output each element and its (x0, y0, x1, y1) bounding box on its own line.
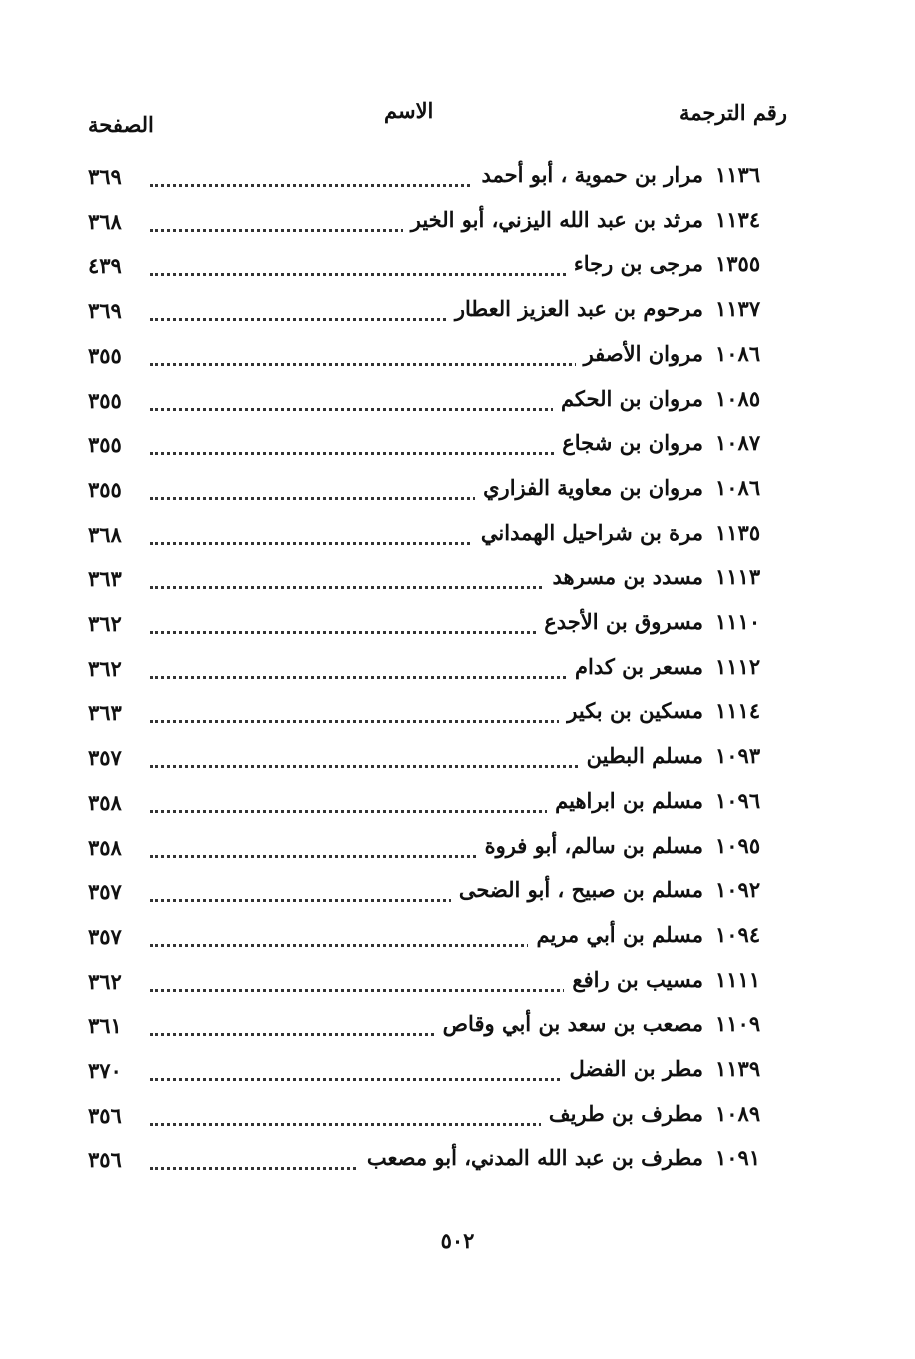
index-entry (0, 205, 915, 249)
index-entry (0, 1143, 915, 1187)
entry-page: ٣٦٢ (88, 655, 122, 681)
index-entry (0, 160, 915, 204)
entry-page: ٣٦٢ (88, 611, 122, 636)
entry-name: مرة بن شراحيل الهمداني (473, 520, 703, 545)
index-entry (0, 1009, 915, 1053)
entry-name: مرجى بن رجاء (566, 251, 703, 276)
index-entry (0, 384, 915, 428)
entry-number: ١٠٨٦ (715, 340, 761, 366)
entry-number: ١٠٩١ (715, 1145, 761, 1171)
entry-number: ١٠٨٩ (715, 1100, 761, 1126)
index-entry (0, 1099, 915, 1143)
entry-number: ١١٣٩ (715, 1056, 761, 1081)
entry-page: ٣٥٧ (88, 879, 122, 905)
index-entry (0, 920, 915, 964)
index-entry (0, 831, 915, 875)
entry-number: ١١٣٥ (715, 519, 761, 545)
column-headers (0, 0, 915, 150)
entry-name: مرثد بن عبد الله اليزني، أبو الخير (403, 207, 703, 232)
index-entry (0, 696, 915, 740)
entry-name: مسلم بن ابراهيم (547, 788, 703, 813)
entry-page: ٣٦٣ (88, 700, 122, 726)
entry-number: ١٠٨٥ (715, 385, 761, 411)
entry-name: مروان بن معاوية الفزاري (475, 475, 703, 500)
index-entry (0, 1054, 915, 1098)
entry-page: ٣٥٥ (88, 342, 122, 368)
entry-name: مسدد بن مسرهد (545, 564, 703, 589)
entry-number: ١١٣٤ (715, 206, 761, 232)
entry-page: ٣٥٨ (88, 789, 122, 815)
header-entry-number: رقم الترجمة (678, 100, 787, 125)
entry-name: مسكين بن بكير (559, 698, 703, 723)
entry-page: ٣٥٦ (88, 1147, 122, 1173)
entry-name: مسلم البطين (579, 743, 703, 768)
entry-name: مطرف بن طريف (541, 1101, 703, 1126)
entry-page: ٣٥٧ (88, 745, 122, 771)
entry-number: ١٠٩٢ (715, 877, 761, 903)
index-entry (0, 294, 915, 338)
entry-page: ٣٥٨ (88, 834, 122, 860)
entry-name: مسعر بن كدام (567, 654, 703, 679)
index-entry (0, 965, 915, 1009)
index-entry (0, 428, 915, 472)
index-entry (0, 562, 915, 606)
entry-name: مروان بن شجاع (554, 430, 703, 455)
entry-page: ٣٦٢ (88, 968, 122, 994)
index-entry (0, 786, 915, 830)
entry-name: مسلم بن صبيح ، أبو الضحى (451, 877, 703, 902)
entry-page: ٣٦٩ (88, 298, 122, 324)
entry-number: ١٠٨٦ (715, 474, 761, 500)
entry-number: ١١١٣ (715, 564, 761, 590)
entry-page: ٣٦٩ (88, 164, 122, 189)
entry-name: مروان الأصفر (576, 341, 703, 366)
entry-name: مرحوم بن عبد العزيز العطار (447, 296, 703, 321)
entry-name: مرار بن حموية ، أبو أحمد (473, 162, 703, 187)
entry-name: مسلم بن سالم، أبو فروة (477, 833, 703, 858)
entry-name: مسيب بن رافع (564, 967, 703, 992)
entry-page: ٤٣٩ (88, 253, 122, 279)
index-entry (0, 607, 915, 651)
index-entry (0, 518, 915, 562)
entry-number: ١٠٩٥ (715, 832, 761, 858)
index-entry (0, 875, 915, 919)
index-entry (0, 652, 915, 696)
entry-number: ١١١٤ (715, 698, 761, 724)
entry-name: مسروق بن الأجدع (536, 609, 703, 634)
entry-number: ١٠٨٧ (715, 430, 761, 456)
index-entry (0, 249, 915, 293)
entry-number: ١١١٠ (715, 609, 761, 634)
entry-number: ١٠٩٤ (715, 921, 761, 947)
index-entry (0, 741, 915, 785)
header-name: الاسم (384, 98, 434, 123)
entry-number: ١١٠٩ (715, 1011, 761, 1037)
entry-number: ١١٣٦ (715, 162, 761, 187)
index-entry (0, 473, 915, 517)
page-number: ٥٠٢ (440, 1228, 475, 1253)
entry-page: ٣٦٨ (88, 521, 122, 547)
entry-page: ٣٧٠ (88, 1058, 122, 1083)
entry-number: ١١٣٧ (715, 296, 761, 322)
entry-page: ٣٥٥ (88, 432, 122, 458)
entry-name: مسلم بن أبي مريم (528, 922, 703, 947)
index-entry (0, 339, 915, 383)
entry-page: ٣٦٨ (88, 208, 122, 234)
entry-page: ٣٥٥ (88, 387, 122, 413)
entry-number: ١٠٩٦ (715, 787, 761, 813)
entry-number: ١٣٥٥ (715, 251, 761, 277)
entry-page: ٣٥٦ (88, 1102, 122, 1128)
header-page: الصفحة (88, 112, 154, 137)
entry-name: مصعب بن سعد بن أبي وقاص (435, 1011, 703, 1036)
entry-page: ٣٦٣ (88, 566, 122, 592)
entry-page: ٣٦١ (88, 1013, 122, 1039)
entry-page: ٣٥٧ (88, 923, 122, 949)
entry-name: مطرف بن عبد الله المدني، أبو مصعب (359, 1145, 703, 1170)
entry-name: مروان بن الحكم (553, 386, 703, 411)
entry-page: ٣٥٥ (88, 476, 122, 502)
entry-number: ١١١٢ (715, 653, 761, 679)
entry-number: ١١١١ (715, 966, 761, 992)
entry-number: ١٠٩٣ (715, 743, 761, 769)
entry-name: مطر بن الفضل (562, 1056, 704, 1081)
